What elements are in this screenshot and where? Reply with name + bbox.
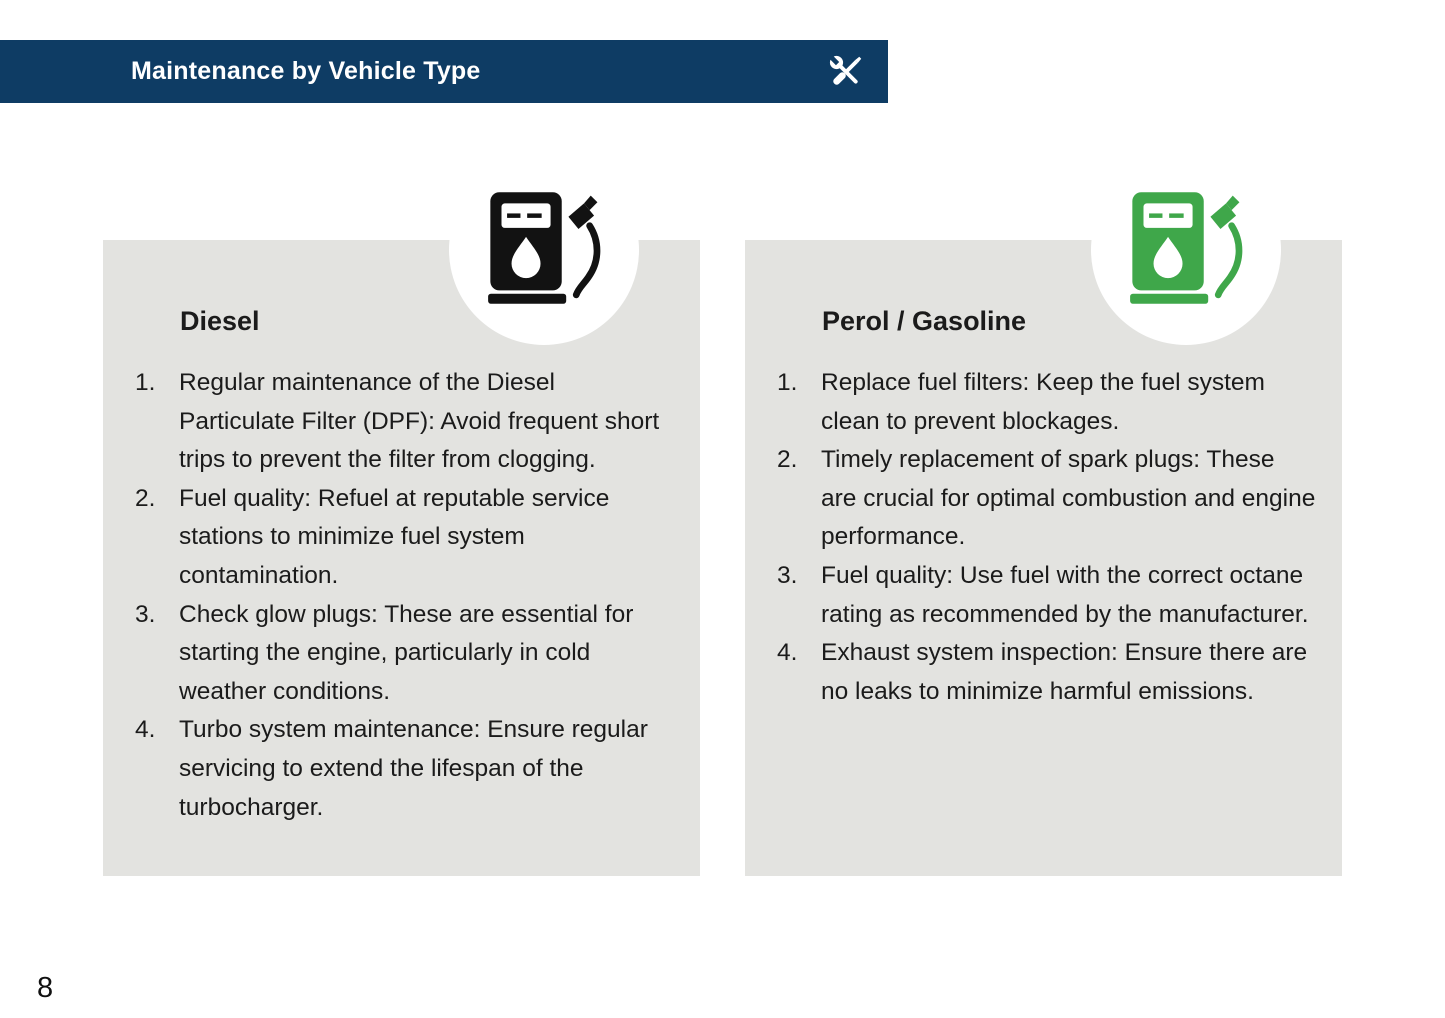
petrol-maintenance-list (777, 364, 1316, 711)
list-item: Check glow plugs: These are essential for starting the engine, particularly in cold weather conditions. (179, 600, 634, 705)
list-item: Timely replacement of spark plugs: These are crucial for optimal combustion and engine performance. (821, 446, 1316, 551)
page-number: 8 (37, 972, 54, 1004)
page-header (0, 40, 888, 103)
list-item: Fuel quality: Use fuel with the correct octane rating as recommended by the manufacturer. (821, 561, 1309, 628)
diesel-card (103, 240, 700, 876)
page-title: Maintenance by Vehicle Type (131, 57, 481, 85)
list-item: Turbo system maintenance: Ensure regular servicing to extend the lifespan of the turbocharger. (179, 716, 648, 821)
list-item: Replace fuel filters: Keep the fuel system clean to prevent blockages. (821, 369, 1265, 435)
list-item: Exhaust system inspection: Ensure there are no leaks to minimize harmful emissions. (821, 639, 1308, 705)
diesel-maintenance-list (135, 364, 674, 827)
card-title-diesel: Diesel (180, 306, 260, 336)
list-item: Regular maintenance of the Diesel Particulate Filter (DPF): Avoid frequent short trips to prevent the filter from clogging. (179, 369, 660, 474)
card-title-petrol: Perol / Gasoline (822, 306, 1027, 336)
fuel-pump-icon (1129, 190, 1245, 306)
tools-icon (824, 50, 868, 94)
list-item: Fuel quality: Refuel at reputable service stations to minimize fuel system contamination. (179, 484, 610, 589)
petrol-card (745, 240, 1342, 876)
fuel-pump-icon (487, 190, 603, 306)
